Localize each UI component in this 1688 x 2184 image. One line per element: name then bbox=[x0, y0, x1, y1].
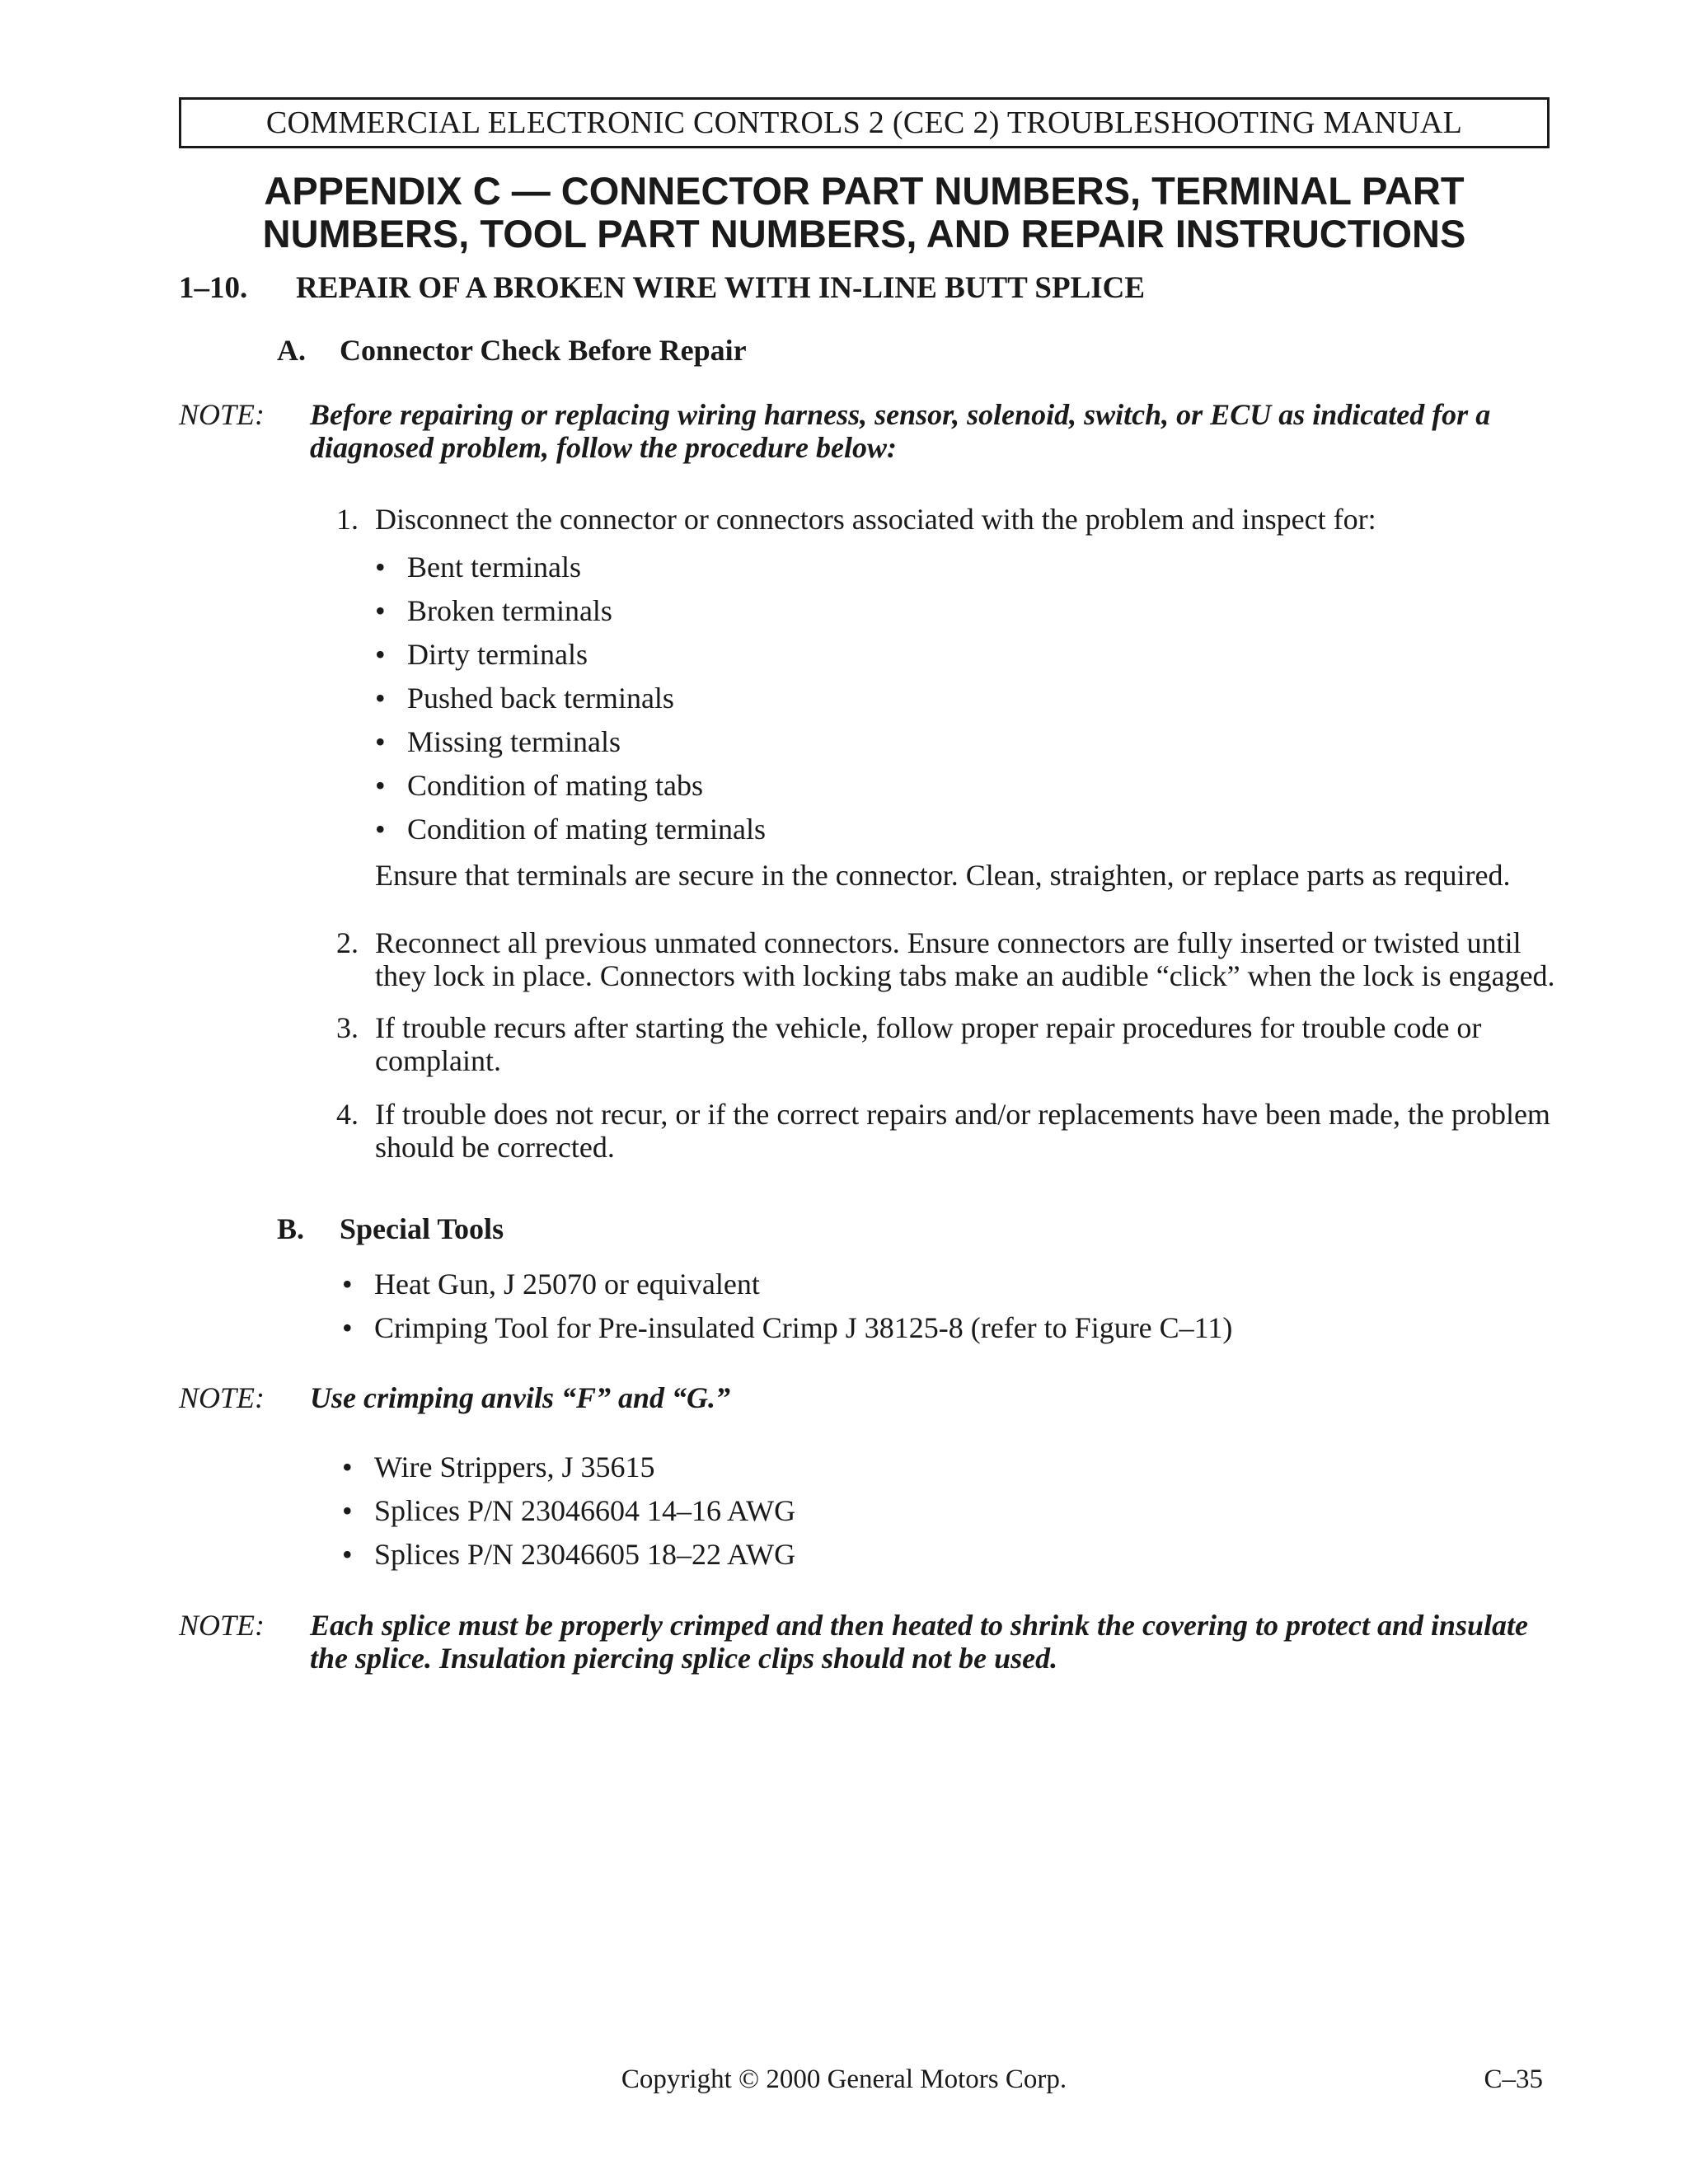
inspect-list bbox=[375, 551, 766, 856]
section-title: REPAIR OF A BROKEN WIRE WITH IN-LINE BUTT SPLICE bbox=[296, 271, 1146, 305]
subsection-b-heading bbox=[277, 1212, 504, 1246]
subsection-a-title: Connector Check Before Repair bbox=[340, 334, 747, 367]
special-tools-list-1 bbox=[342, 1268, 1232, 1355]
step-text: Reconnect all previous unmated connectors. Ensure connectors are fully inserted or twisted until they lock in place. Connectors with locking tabs make an audible “click” when the lock is engaged. bbox=[375, 926, 1555, 992]
note-label: NOTE: bbox=[179, 398, 265, 431]
note-splice bbox=[179, 1609, 1550, 1675]
list-item: • Missing terminals bbox=[375, 725, 766, 769]
manual-title-box bbox=[179, 97, 1550, 148]
note-text: Each splice must be properly crimped and then heated to shrink the covering to protect and insulate the splice. Insulation piercing splice clips should not be used. bbox=[310, 1609, 1529, 1675]
list-item: • Bent terminals bbox=[375, 551, 766, 594]
list-item: • Broken terminals bbox=[375, 594, 766, 638]
appendix-title bbox=[179, 170, 1550, 255]
note-text: Use crimping anvils “F” and “G.” bbox=[310, 1381, 731, 1414]
step-number: 2. bbox=[336, 926, 359, 959]
subsection-b-title: Special Tools bbox=[340, 1212, 504, 1245]
subsection-a-letter: A. bbox=[277, 334, 306, 367]
list-item: • Condition of mating tabs bbox=[375, 769, 766, 813]
list-item: • Condition of mating terminals bbox=[375, 813, 766, 856]
step-number: 3. bbox=[336, 1011, 359, 1044]
step-number: 1. bbox=[336, 503, 359, 536]
step-text: Disconnect the connector or connectors associated with the problem and inspect for: bbox=[375, 503, 1376, 536]
special-tools-list-2 bbox=[342, 1451, 795, 1582]
step-3 bbox=[336, 1011, 1556, 1077]
list-item: • Splices P/N 23046605 18–22 AWG bbox=[342, 1538, 795, 1582]
section-heading bbox=[179, 270, 1145, 306]
ensure-text: Ensure that terminals are secure in the connector. Clean, straighten, or replace parts as required. bbox=[375, 859, 1511, 892]
note-label: NOTE: bbox=[179, 1381, 265, 1414]
note-text: Before repairing or replacing wiring harness, sensor, solenoid, switch, or ECU as indicated for a diagnosed problem, follow the procedure below: bbox=[310, 398, 1491, 464]
subsection-a-heading bbox=[277, 333, 747, 368]
section-number: 1–10. bbox=[179, 271, 248, 305]
step-2 bbox=[336, 926, 1556, 992]
note-label: NOTE: bbox=[179, 1609, 265, 1642]
footer-page-number: C–35 bbox=[1484, 2064, 1543, 2094]
step-4 bbox=[336, 1098, 1556, 1164]
appendix-title-line2: NUMBERS, TOOL PART NUMBERS, AND REPAIR INSTRUCTIONS bbox=[262, 212, 1466, 255]
list-item: • Wire Strippers, J 35615 bbox=[342, 1451, 795, 1494]
step-text: If trouble does not recur, or if the correct repairs and/or replacements have been made, the problem should be corrected. bbox=[375, 1098, 1550, 1164]
step-number: 4. bbox=[336, 1098, 359, 1131]
list-item: • Heat Gun, J 25070 or equivalent bbox=[342, 1268, 1232, 1311]
appendix-title-line1: APPENDIX C — CONNECTOR PART NUMBERS, TERMINAL PART bbox=[264, 169, 1465, 213]
note-before-repair bbox=[179, 398, 1550, 464]
list-item: • Splices P/N 23046604 14–16 AWG bbox=[342, 1494, 795, 1538]
list-item: • Dirty terminals bbox=[375, 638, 766, 682]
list-item: • Crimping Tool for Pre-insulated Crimp J 38125-8 (refer to Figure C–11) bbox=[342, 1311, 1232, 1355]
subsection-b-letter: B. bbox=[277, 1212, 305, 1245]
step-text: If trouble recurs after starting the vehicle, follow proper repair procedures for trouble code or complaint. bbox=[375, 1011, 1482, 1077]
note-crimping-anvils bbox=[179, 1381, 1550, 1414]
list-item: • Pushed back terminals bbox=[375, 682, 766, 725]
footer-copyright: Copyright © 2000 General Motors Corp. bbox=[621, 2064, 1067, 2094]
manual-title: COMMERCIAL ELECTRONIC CONTROLS 2 (CEC 2) TROUBLESHOOTING MANUAL bbox=[265, 105, 1463, 140]
step-1 bbox=[336, 503, 1556, 536]
